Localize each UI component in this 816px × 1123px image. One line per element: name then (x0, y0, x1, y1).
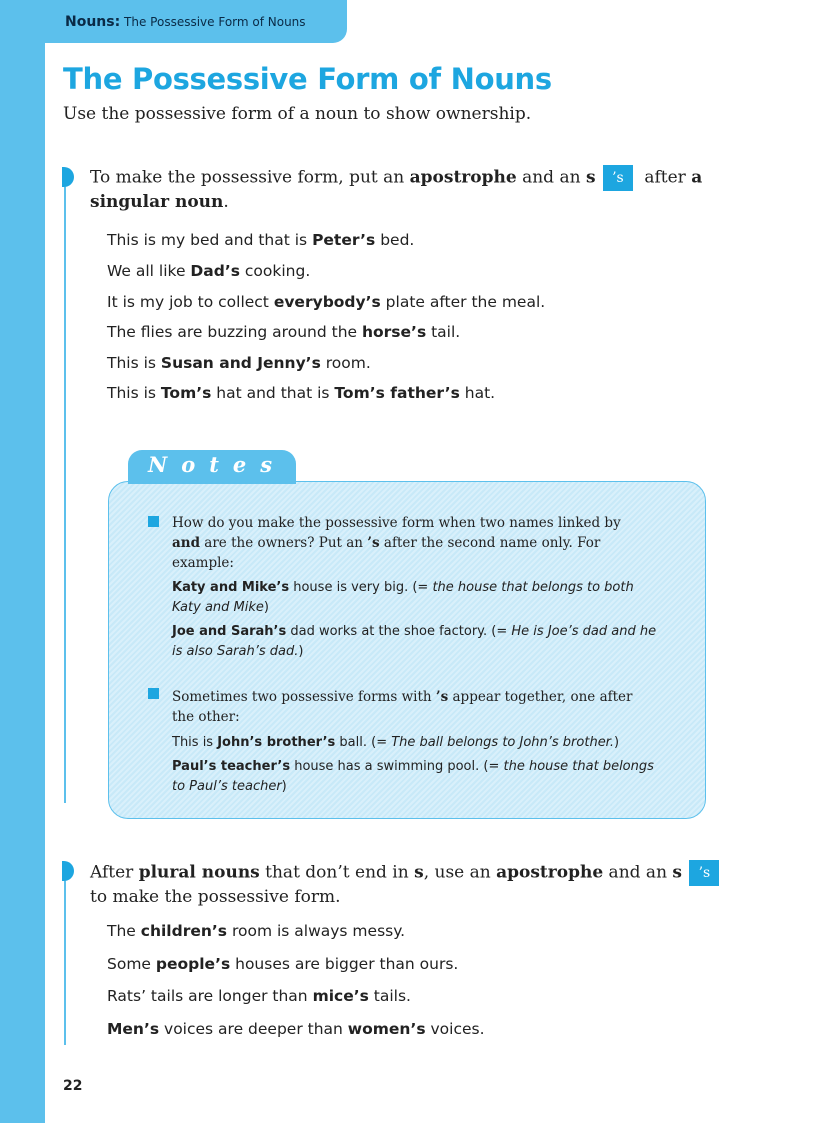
notes-tab: Notes (128, 450, 296, 484)
note-2-example: Paul’s teacher’s house has a swimming pool. (= the house that belongs to Paul’s teacher) (172, 759, 654, 794)
example-line: The children’s room is always messy. (107, 922, 406, 940)
example-line: It is my job to collect everybody’s plate after the meal. (107, 293, 546, 311)
header-tab (45, 0, 347, 43)
note-2-example: This is John’s brother’s ball. (= The ball belongs to John’s brother.) (172, 735, 620, 750)
example-line: This is Susan and Jenny’s room. (107, 354, 371, 372)
rule-marker (62, 167, 74, 187)
apostrophe-s-chip: ’s (689, 860, 719, 886)
example-line: This is Tom’s hat and that is Tom’s father’s hat. (107, 384, 496, 402)
page-number: 22 (63, 1078, 83, 1094)
example-line: Some people’s houses are bigger than ours. (107, 955, 459, 973)
example-line: This is my bed and that is Peter’s bed. (107, 231, 415, 249)
header-section: Nouns: (65, 14, 121, 30)
rule-2: After plural nouns that don’t end in s, use an apostrophe and an s ’s to make the possessive form. (90, 860, 740, 909)
note-bullet (148, 516, 159, 527)
header-topic: The Possessive Form of Nouns (124, 15, 306, 29)
example-line: The flies are buzzing around the horse’s tail. (107, 323, 461, 341)
apostrophe-s-chip: ’s (603, 165, 633, 191)
note-bullet (148, 688, 159, 699)
example-line: Men’s voices are deeper than women’s voices. (107, 1020, 485, 1038)
note-2-text: Sometimes two possessive forms with ’s appear together, one after the other: (172, 689, 633, 725)
example-line: Rats’ tails are longer than mice’s tails. (107, 987, 411, 1005)
note-1-example: Katy and Mike’s house is very big. (= the house that belongs to both Katy and Mike) (172, 580, 634, 615)
side-bar (0, 0, 45, 1123)
note-1-text: How do you make the possessive form when two names linked by and are the owners? Put an ’s after the second name only. For example: (172, 515, 621, 571)
rule-line (64, 881, 66, 1045)
rule-line (64, 187, 66, 803)
example-line: We all like Dad’s cooking. (107, 262, 311, 280)
page-title: The Possessive Form of Nouns (63, 62, 552, 96)
rule-marker (62, 861, 74, 881)
rule-1: To make the possessive form, put an apostrophe and an s ’s after a singular noun. (90, 165, 740, 214)
intro-text: Use the possessive form of a noun to show ownership. (63, 104, 532, 124)
note-1-example: Joe and Sarah’s dad works at the shoe factory. (= He is Joe’s dad and he is also Sarah’s dad.) (172, 624, 657, 659)
